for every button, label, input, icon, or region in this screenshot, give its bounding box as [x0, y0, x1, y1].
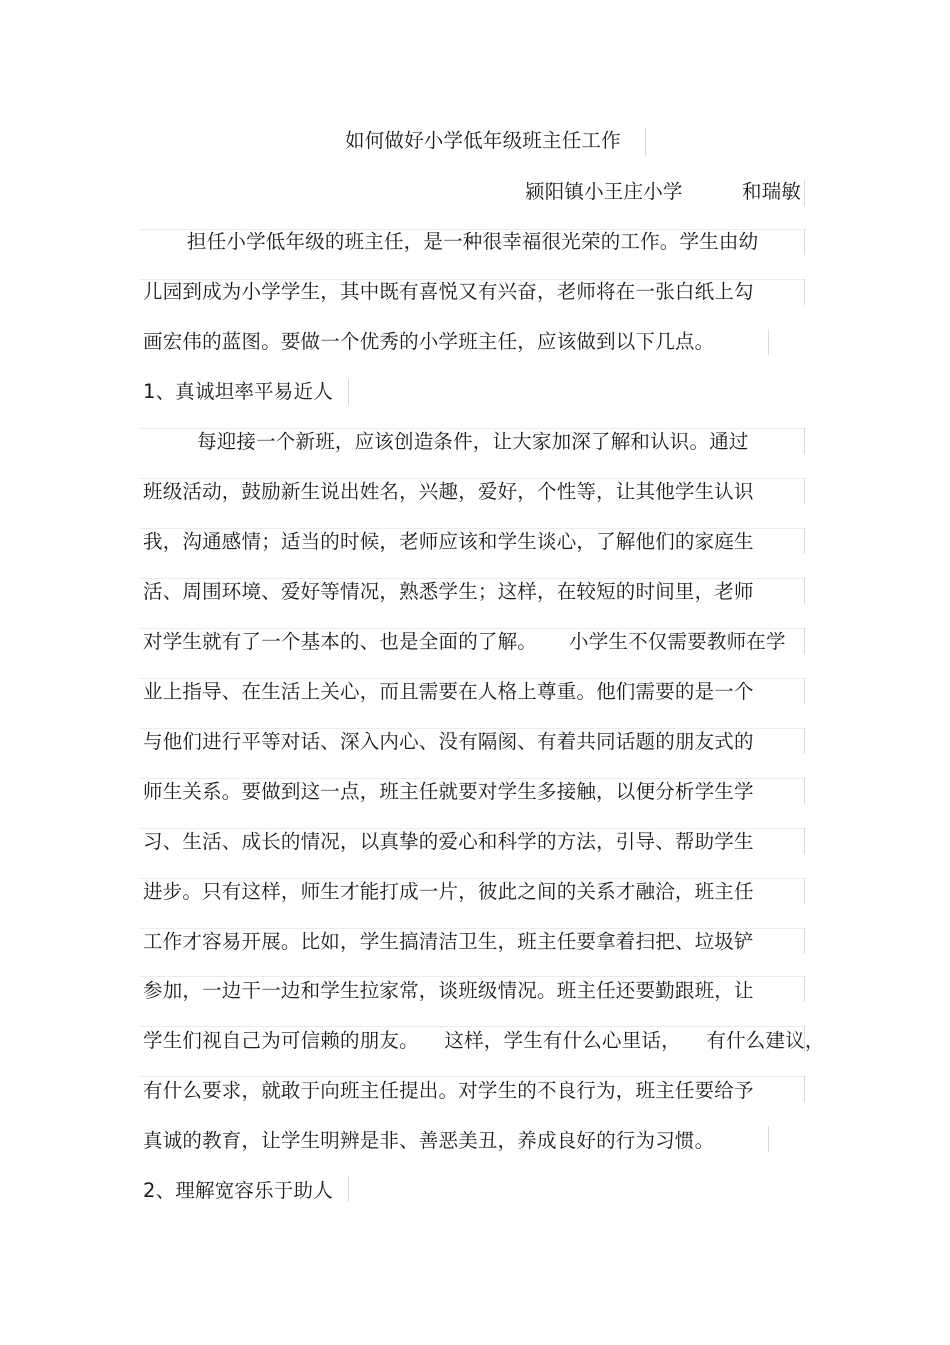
scan-rule: [140, 828, 806, 829]
body-line: 工作才容易开展。比如，学生搞清洁卫生，班主任要拿着扫把、垃圾铲: [143, 930, 754, 953]
scan-rule: [140, 578, 806, 579]
scan-bar: [804, 478, 805, 504]
scan-rule: [140, 478, 806, 479]
body-line: 学生们视自己为可信赖的朋友。 这样，学生有什么心里话， 有什么建议，: [143, 1029, 825, 1052]
scan-bar: [768, 329, 769, 355]
body-line: 班级活动，鼓励新生说出姓名，兴趣，爱好，个性等，让其他学生认识: [143, 480, 754, 503]
scan-rule: [140, 628, 806, 629]
scan-rule: [140, 878, 806, 879]
scan-rule: [140, 1076, 806, 1077]
scan-bar: [348, 1176, 349, 1202]
byline-school: 颍阳镇小王庄小学: [525, 180, 683, 203]
body-line: 业上指导、在生活上关心，而且需要在人格上尊重。他们需要的是一个: [143, 680, 754, 703]
body-line: 与他们进行平等对话、深入内心、没有隔阂、有着共同话题的朋友式的: [143, 730, 754, 753]
scan-bar: [804, 628, 805, 654]
body-line: 画宏伟的蓝图。要做一个优秀的小学班主任，应该做到以下几点。: [143, 330, 715, 353]
body-line: 参加，一边干一边和学生拉家常，谈班级情况。班主任还要勤跟班，让: [143, 979, 754, 1002]
body-line: 担任小学低年级的班主任，是一种很幸福很光荣的工作。学生由幼: [187, 230, 759, 253]
body-line: 习、生活、成长的情况，以真挚的爱心和科学的方法，引导、帮助学生: [143, 830, 754, 853]
scan-rule: [140, 428, 806, 429]
scan-bar: [804, 180, 805, 206]
scan-bar: [804, 279, 805, 305]
body-line: 师生关系。要做到这一点，班主任就要对学生多接触，以便分析学生学: [143, 780, 754, 803]
scan-bar: [804, 428, 805, 454]
scan-rule: [140, 778, 806, 779]
body-line: 活、周围环境、爱好等情况，熟悉学生；这样，在较短的时间里，老师: [143, 580, 754, 603]
scan-bar: [768, 1126, 769, 1152]
scan-bar: [645, 128, 646, 156]
document-title: 如何做好小学低年级班主任工作: [345, 129, 621, 152]
body-line: 我，沟通感情；适当的时候，老师应该和学生谈心，了解他们的家庭生: [143, 530, 754, 553]
body-line: 对学生就有了一个基本的、也是全面的了解。 小学生不仅需要教师在学: [143, 630, 786, 653]
scan-bar: [804, 778, 805, 804]
scan-bar: [804, 1076, 805, 1102]
scan-bar: [804, 878, 805, 904]
byline-author: 和瑞敏: [742, 180, 802, 203]
body-line: 儿园到成为小学学生，其中既有喜悦又有兴奋，老师将在一张白纸上勾: [143, 280, 754, 303]
body-line: 真诚的教育，让学生明辨是非、善恶美丑，养成良好的行为习惯。: [143, 1129, 715, 1152]
scan-rule: [140, 1026, 806, 1027]
scan-bar: [804, 728, 805, 754]
scan-bar: [804, 828, 805, 854]
scan-rule: [140, 528, 806, 529]
section-heading: 1、真诚坦率平易近人: [143, 380, 333, 403]
scan-rule: [140, 678, 806, 679]
body-line: 有什么要求，就敢于向班主任提出。对学生的不良行为，班主任要给予: [143, 1079, 754, 1102]
scan-rule: [140, 928, 806, 929]
scan-bar: [348, 379, 349, 405]
scan-bar: [804, 678, 805, 704]
body-line: 每迎接一个新班，应该创造条件，让大家加深了解和认识。通过: [197, 430, 749, 453]
section-heading: 2、理解宽容乐于助人: [143, 1179, 333, 1202]
scan-rule: [140, 728, 806, 729]
scan-bar: [804, 229, 805, 255]
scan-rule: [140, 976, 806, 977]
scan-bar: [804, 578, 805, 604]
body-line: 进步。只有这样，师生才能打成一片，彼此之间的关系才融洽，班主任: [143, 880, 754, 903]
scan-bar: [804, 928, 805, 954]
scan-bar: [804, 976, 805, 1002]
scan-bar: [804, 528, 805, 554]
